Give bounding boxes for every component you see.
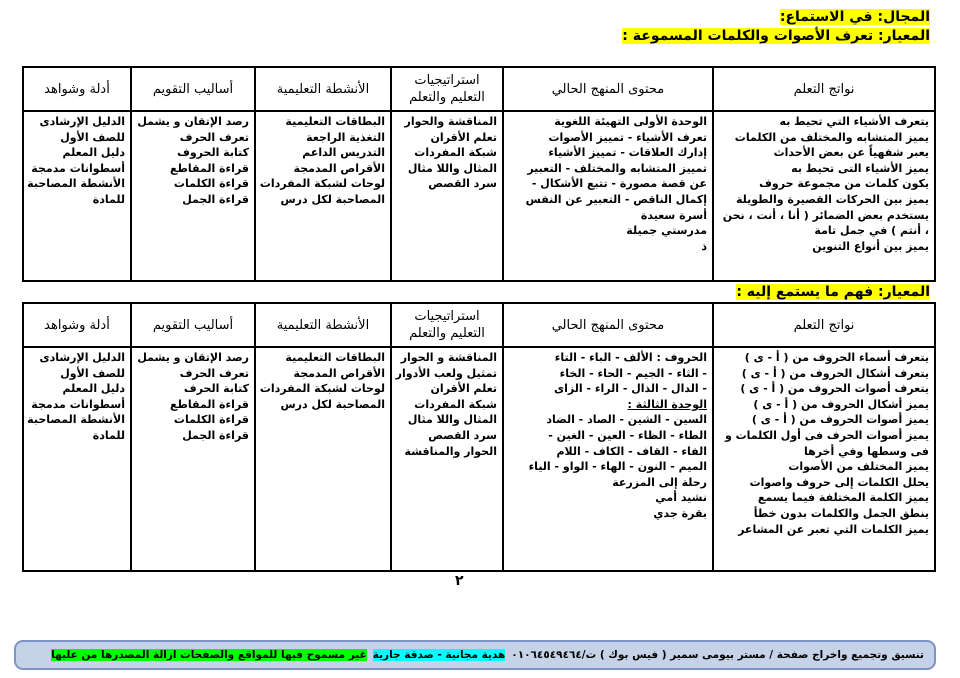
- header-outcomes: نواتج التعلم: [713, 67, 935, 111]
- header-assessment: أساليب التقويم: [131, 303, 255, 347]
- list-item: تعلم الأقران: [430, 382, 497, 396]
- unit-title: الوحدة الثالثة :: [627, 397, 707, 411]
- list-item: رصد الإتقان و يشمل: [137, 115, 249, 128]
- list-item: قراءة المقاطع: [170, 161, 249, 175]
- content-cell: [503, 111, 713, 281]
- list-item: نشيد أمي: [655, 491, 707, 505]
- list-item: الحروف : الألف - الباء - التاء: [554, 351, 707, 364]
- list-item: - الثاء - الجيم - الحاء - الخاء: [559, 366, 707, 380]
- list-item: قراءة الكلمات: [173, 177, 249, 191]
- list-item: المناقشة و الحوار: [400, 351, 497, 364]
- list-item: سرد القصص: [428, 177, 497, 191]
- list-item: الأنشطة المصاحبة: [27, 177, 125, 191]
- standard-heading-1: المعيار: تعرف الأصوات والكلمات المسموعة :: [622, 28, 930, 44]
- list-item: رصد الإتقان و يشمل: [137, 351, 249, 364]
- list-item: قراءة الجمل: [182, 428, 249, 442]
- list-item: شبكة المفردات: [414, 146, 497, 160]
- footer-notice: غير مسموح فيها للمواقع والصفحات ازالة المصدرها من عليها: [51, 649, 367, 661]
- list-item: يتعرف أسماء الحروف من ( أ - ى ): [744, 351, 929, 364]
- header-strategies: استراتيجيات التعليم والتعلم: [391, 67, 503, 111]
- list-item: للمادة: [92, 428, 125, 442]
- list-item: ذ: [701, 239, 707, 253]
- list-item: المثال واللا مثال: [407, 413, 497, 427]
- curriculum-table-1: [22, 66, 936, 282]
- footer-gift: هدية مجانية - صدقة جارية: [372, 649, 506, 661]
- list-item: للصف الأول: [60, 366, 125, 380]
- list-item: يميز بين أنواع التنوين: [812, 239, 929, 253]
- list-item: المناقشة والحوار: [404, 115, 497, 128]
- list-item: الأقراص المدمجة: [293, 366, 385, 380]
- header-content: محتوى المنهج الحالي: [503, 67, 713, 111]
- footer-credit: تنسيق وتجميع واخراج صفحة / مستر بيومى سمير ( فيس بوك ) ت/٠١٠٦٤٥٤٩٤٦٤: [511, 649, 924, 661]
- unit-title: الوحدة الأولى التهيئة اللغوية: [554, 115, 707, 128]
- list-item: يميز أشكال الحروف من ( أ - ى ): [753, 397, 929, 411]
- list-item: إدارك العلاقات - تمييز الأشياء: [548, 146, 707, 160]
- list-item: الحوار والمناقشة: [404, 444, 497, 458]
- list-item: تعرف الحرف: [179, 130, 249, 144]
- header-assessment: أساليب التقويم: [131, 67, 255, 111]
- list-item: ، أنتم ) في جمل تامة: [814, 224, 929, 238]
- activities-cell: [255, 347, 391, 571]
- header-evidence: أدلة وشواهد: [23, 303, 131, 347]
- list-item: البطاقات التعليمية: [285, 115, 385, 128]
- list-item: الدليل الإرشادى: [39, 351, 125, 364]
- list-item: الطاء - الظاء - العين - الغين -: [548, 428, 707, 442]
- list-item: بقرة جدي: [653, 506, 707, 520]
- list-item: التدريس الداعم: [302, 146, 385, 160]
- list-item: للصف الأول: [60, 130, 125, 144]
- list-item: يميز الكلمة المختلفة فيما يسمع: [757, 491, 929, 505]
- list-item: الدليل الإرشادى: [39, 115, 125, 128]
- header-content: محتوى المنهج الحالي: [503, 303, 713, 347]
- list-item: تعلم الأقران: [430, 130, 497, 144]
- list-item: المصاحبة لكل درس: [280, 397, 385, 411]
- list-item: تعرف الحرف: [179, 366, 249, 380]
- list-item: أسطوانات مدمجة: [31, 397, 125, 411]
- list-item: تمييز المتشابه والمختلف - التعبير: [527, 161, 707, 175]
- list-item: يتعرف أصوات الحروف من ( أ - ى ): [740, 382, 929, 396]
- domain-heading: المجال: في الاستماع:: [779, 9, 930, 25]
- list-item: - الدال - الذال - الراء - الزاى: [554, 382, 707, 396]
- list-item: دليل المعلم: [62, 382, 125, 396]
- list-item: يعبر شفهياً عن بعض الأحداث: [773, 146, 929, 160]
- assessment-cell: [131, 111, 255, 281]
- list-item: يميز أصوات الحرف فى أول الكلمات و: [724, 428, 929, 442]
- header-activities: الأنشطة التعليمية: [255, 67, 391, 111]
- list-item: الفاء - القاف - الكاف - اللام: [556, 444, 707, 458]
- list-item: الأنشطة المصاحبة: [27, 413, 125, 427]
- list-item: أسرة سعيدة: [640, 208, 707, 222]
- list-item: لوحات لشبكة المفردات: [259, 177, 385, 191]
- list-item: السين - الشين - الصاد - الضاد: [546, 413, 707, 427]
- content-cell: [503, 347, 713, 571]
- footer-banner: [14, 640, 936, 670]
- list-item: كتابة الحروف: [177, 146, 249, 160]
- standard-heading-2: المعيار: فهم ما يستمع إليه :: [736, 284, 930, 300]
- header-evidence: أدلة وشواهد: [23, 67, 131, 111]
- list-item: الأقراص المدمجة: [293, 161, 385, 175]
- list-item: شبكة المفردات: [414, 397, 497, 411]
- outcomes-cell: [713, 111, 935, 281]
- outcomes-cell: [713, 347, 935, 571]
- list-item: يميز المتشابه والمختلف من الكلمات: [734, 130, 929, 144]
- list-item: يتعرف أشكال الحروف من ( أ - ى ): [741, 366, 929, 380]
- list-item: التغذية الراجعة: [306, 130, 385, 144]
- list-item: رحلة إلى المزرعة: [612, 475, 707, 489]
- list-item: لوحات لشبكة المفردات: [259, 382, 385, 396]
- list-item: قراءة المقاطع: [170, 397, 249, 411]
- list-item: المصاحبة لكل درس: [280, 192, 385, 206]
- header-strategies: استراتيجيات التعليم والتعلم: [391, 303, 503, 347]
- list-item: أسطوانات مدمجة: [31, 161, 125, 175]
- list-item: يميز المختلف من الأصوات: [788, 460, 929, 474]
- activities-cell: [255, 111, 391, 281]
- evidence-cell: [23, 111, 131, 281]
- list-item: ينطق الجمل والكلمات بدون خطأ: [753, 506, 929, 520]
- list-item: كتابة الحرف: [183, 382, 249, 396]
- list-item: يميز أصوات الحروف من ( أ - ى ): [751, 413, 929, 427]
- list-item: دليل المعلم: [62, 146, 125, 160]
- list-item: مدرستي جميلة: [626, 224, 707, 238]
- list-item: قراءة الجمل: [182, 192, 249, 206]
- list-item: الميم - النون - الهاء - الواو - الياء: [528, 460, 707, 474]
- list-item: يميز الأشياء التى تحيط به: [791, 161, 929, 175]
- list-item: يكون كلمات من مجموعة حروف: [759, 177, 929, 191]
- strategies-cell: [391, 347, 503, 571]
- curriculum-table-2: [22, 302, 936, 572]
- strategies-cell: [391, 111, 503, 281]
- list-item: سرد القصص: [428, 428, 497, 442]
- list-item: تمثيل ولعب الأدوار: [395, 366, 497, 380]
- evidence-cell: [23, 347, 131, 571]
- list-item: البطاقات التعليمية: [285, 351, 385, 364]
- assessment-cell: [131, 347, 255, 571]
- list-item: يميز بين الحركات القصيرة والطويلة: [735, 192, 929, 206]
- page-number: ٢: [455, 573, 464, 589]
- header-outcomes: نواتج التعلم: [713, 303, 935, 347]
- list-item: إكمال الناقص - التعبير عن النفس: [525, 192, 707, 206]
- list-item: يتعرف الأشياء التي تحيط به: [779, 115, 929, 128]
- list-item: يميز الكلمات التي تعبر عن المشاعر: [738, 522, 929, 536]
- list-item: يستخدم بعض الضمائر ( أنا ، أنت ، نحن: [722, 208, 929, 222]
- list-item: يحلل الكلمات إلى حروف واصوات: [749, 475, 929, 489]
- list-item: تعرف الأشياء - تمييز الأصوات: [548, 130, 707, 144]
- list-item: المثال واللا مثال: [407, 161, 497, 175]
- list-item: عن قصة مصورة - تتبع الأشكال -: [531, 177, 707, 191]
- list-item: فى وسطها وفي أخرها: [803, 444, 929, 458]
- list-item: قراءة الكلمات: [173, 413, 249, 427]
- header-activities: الأنشطة التعليمية: [255, 303, 391, 347]
- list-item: للمادة: [92, 192, 125, 206]
